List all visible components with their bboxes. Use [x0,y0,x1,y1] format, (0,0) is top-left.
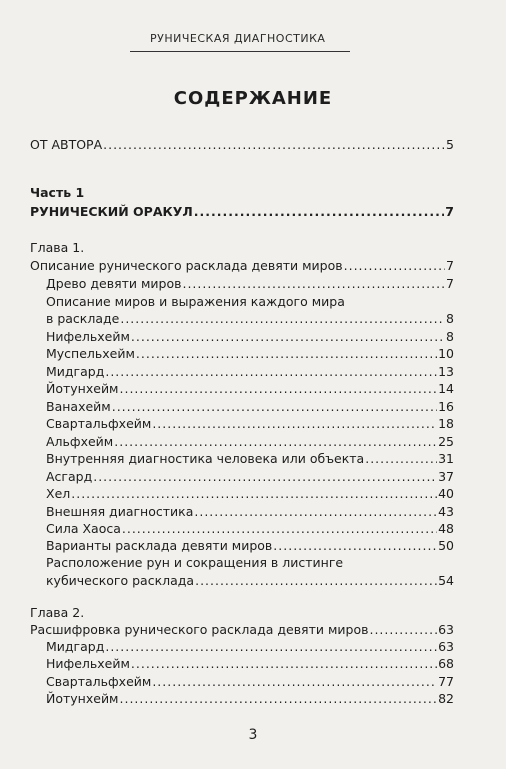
toc-entry-page: 68 [438,656,454,671]
toc-entry [46,311,454,327]
toc-entry-label: Мидгард [46,639,105,654]
toc-entry-page: 16 [438,399,454,414]
toc-entry-label: в раскладе [46,311,120,326]
chapter-heading: Глава 2. [30,605,85,620]
dot-leader [273,538,437,554]
dot-leader [136,346,437,362]
toc-entry-page: 7 [445,204,454,219]
toc-entry [46,486,454,502]
dot-leader [131,656,437,672]
toc-entry-label: Расшифровка рунического расклада девяти миров [30,622,369,637]
dot-leader [152,674,437,690]
toc-entry-label: Расположение рун и сокращения в листинге [46,555,344,570]
header-rule [130,51,350,52]
toc-entry [46,416,454,432]
dot-leader [152,416,437,432]
dot-leader [122,521,437,537]
toc-entry [46,399,454,415]
dot-leader [194,204,445,220]
toc-entry-page: 13 [438,364,454,379]
dot-leader [112,399,437,415]
part-heading: Часть 1 [30,185,85,200]
dot-leader [71,486,437,502]
toc-entry-label: Описание миров и выражения каждого мира [46,294,345,309]
toc-entry [46,434,454,450]
toc-entry-label: Мидгард [46,364,105,379]
toc-entry [46,674,454,690]
toc-entry-author [30,137,454,153]
toc-entry [46,276,454,292]
dot-leader [182,276,445,292]
toc-entry [46,346,454,362]
toc-entry [46,381,454,397]
dot-leader [365,451,437,467]
toc-entry-page: 14 [438,381,454,396]
toc-entry [46,329,454,345]
dot-leader [131,329,445,345]
toc-entry-label: Внешняя диагностика [46,504,194,519]
toc-entry-label: Муспельхейм [46,346,135,361]
toc-entry-page: 77 [438,674,454,689]
toc-entry [30,258,454,274]
toc-entry-label: Асгард [46,469,93,484]
toc-entry-page: 63 [438,622,454,637]
toc-entry-page: 7 [446,276,454,291]
toc-entry [46,656,454,672]
toc-entry-page: 63 [438,639,454,654]
toc-entry [46,469,454,485]
toc-entry-label: Хел [46,486,71,501]
toc-entry-page: 18 [438,416,454,431]
toc-entry [46,504,454,520]
toc-entry-label: Йотунхейм [46,691,119,706]
dot-leader [344,258,445,274]
toc-entry [46,364,454,380]
toc-entry [30,622,454,638]
toc-entry-label: Сила Хаоса [46,521,121,536]
toc-entry-label: Варианты расклада девяти миров [46,538,273,553]
toc-entry-label: Свартальфхейм [46,674,152,689]
toc-entry [46,691,454,707]
toc-entry-page: 48 [438,521,454,536]
toc-entry-label: ОТ АВТОРА [30,137,103,152]
dot-leader [194,504,437,520]
dot-leader [93,469,437,485]
toc-entry-page: 54 [438,573,454,588]
toc-entry [46,573,454,589]
toc-title: СОДЕРЖАНИЕ [173,88,333,109]
dot-leader [120,381,438,397]
toc-entry-label: Нифельхейм [46,329,130,344]
toc-entry-part1 [30,204,454,220]
dot-leader [105,364,437,380]
toc-entry [46,521,454,537]
toc-entry-label: Внутренняя диагностика человека или объекта [46,451,365,466]
toc-entry-label: Свартальфхейм [46,416,152,431]
chapter-heading: Глава 1. [30,240,85,255]
toc-entry-page: 7 [446,258,454,273]
toc-entry-page: 10 [438,346,454,361]
toc-entry-label: Нифельхейм [46,656,130,671]
toc-entry-page: 31 [438,451,454,466]
toc-entry-label: Древо девяти миров [46,276,182,291]
toc-entry-label: кубического расклада [46,573,195,588]
page-number: 3 [248,727,258,743]
dot-leader [120,311,445,327]
toc-entry-page: 50 [438,538,454,553]
dot-leader [103,137,445,153]
running-header: РУНИЧЕСКАЯ ДИАГНОСТИКА [150,32,326,45]
toc-entry-page: 8 [446,311,454,326]
toc-entry-page: 37 [438,469,454,484]
toc-entry [46,538,454,554]
toc-entry-label: Йотунхейм [46,381,119,396]
dot-leader [120,691,438,707]
toc-entry-page: 40 [438,486,454,501]
toc-entry [46,639,454,655]
dot-leader [105,639,437,655]
toc-entry-label: Альфхейм [46,434,114,449]
toc-entry-page: 25 [438,434,454,449]
dot-leader [195,573,437,589]
toc-entry [46,451,454,467]
dot-leader [369,622,437,638]
toc-entry-label: Описание рунического расклада девяти миров [30,258,343,273]
toc-entry-page: 43 [438,504,454,519]
toc-entry-page: 82 [438,691,454,706]
toc-entry-page: 8 [446,329,454,344]
toc-entry-page: 5 [446,137,454,152]
toc-entry-label: РУНИЧЕСКИЙ ОРАКУЛ [30,204,193,219]
toc-entry-label: Ванахейм [46,399,111,414]
dot-leader [114,434,437,450]
